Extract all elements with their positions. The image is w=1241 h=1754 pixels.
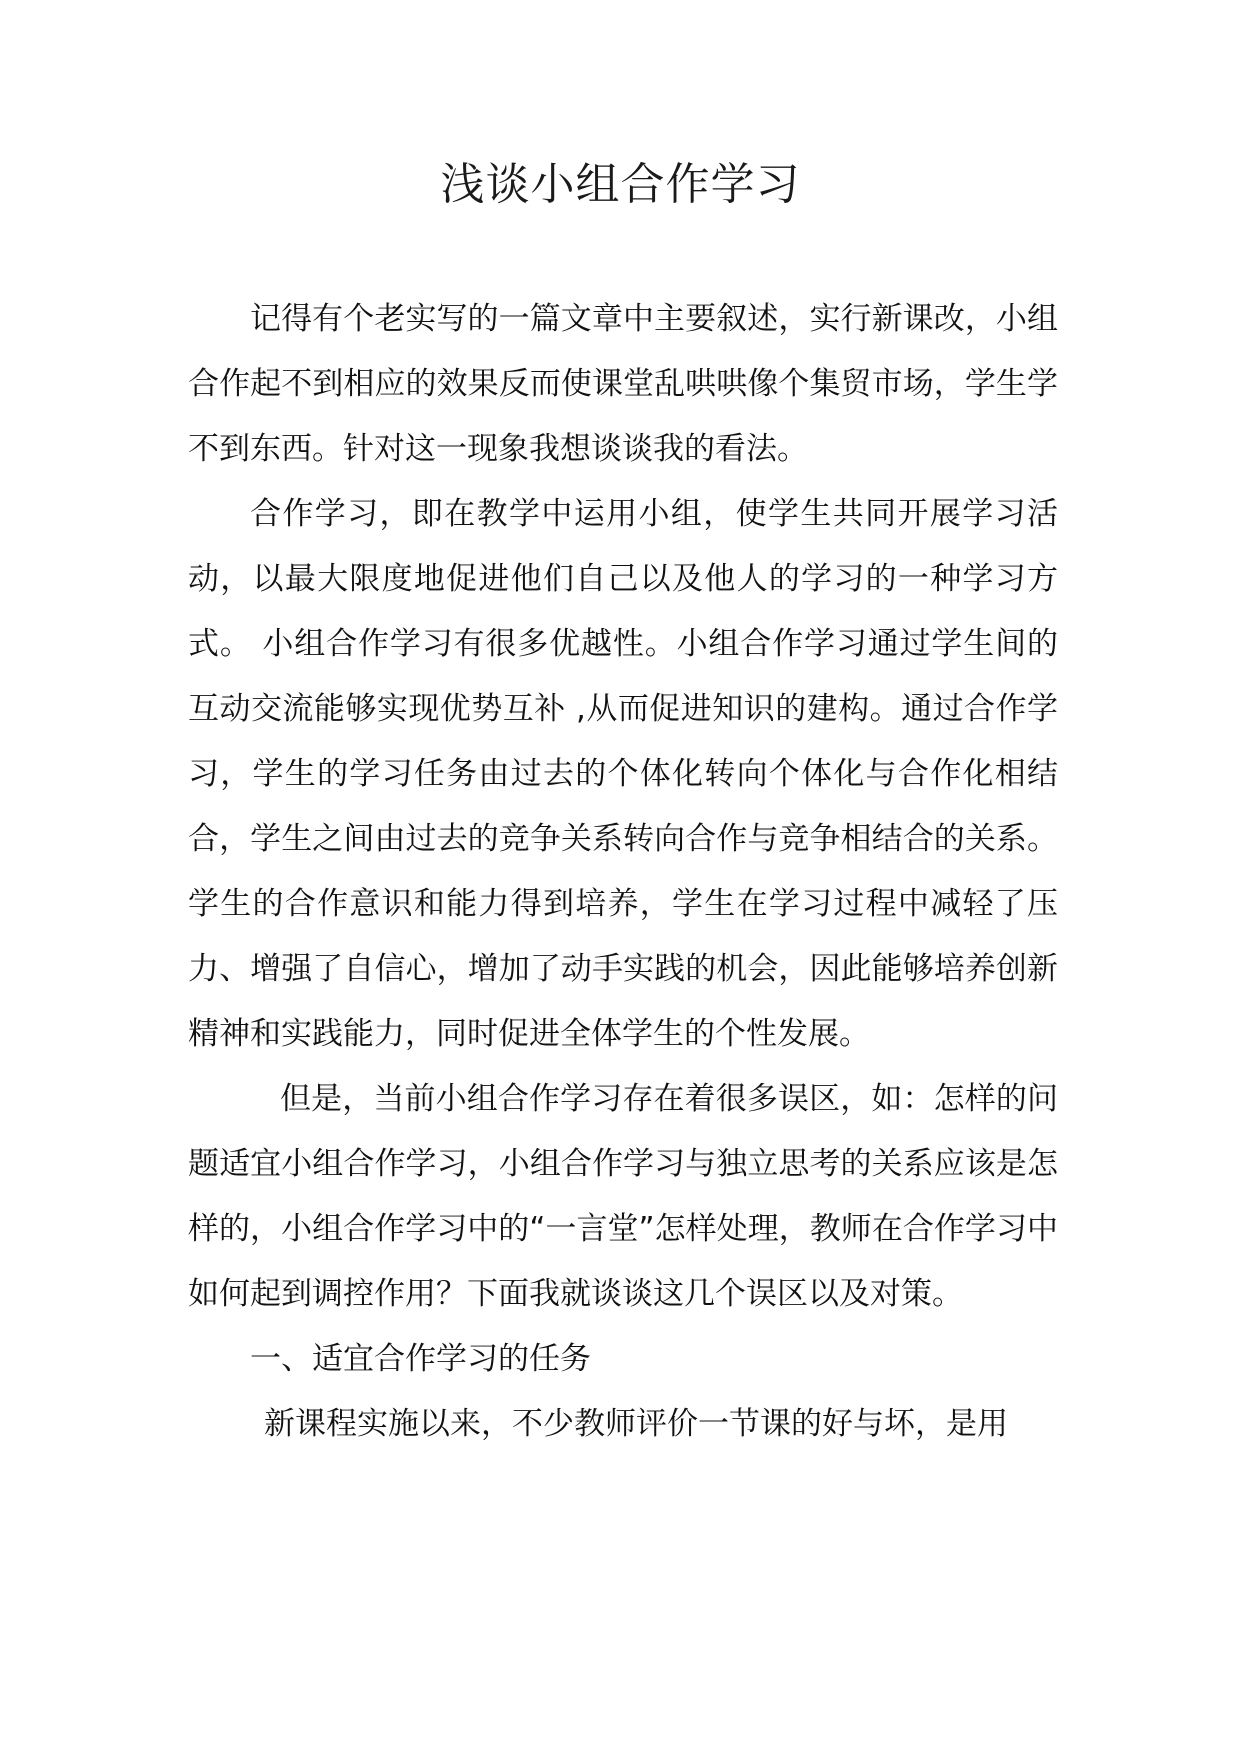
document-title: 浅谈小组合作学习 [440, 159, 801, 210]
document-body [188, 287, 1058, 1457]
paragraph-definition: 合作学习，即在教学中运用小组，使学生共同开展学习活动，以最大限度地促进他们自己以及他人的学习的一种学习方式。 小组合作学习有很多优越性。小组合作学习通过学生间的互动交流能够实现优势互补 ,从而促进知识的建构。通过合作学习，学生的学习任务由过去的个体化转向个体化与合作化相结合，学生之间由过去的竞争关系转向合作与竞争相结合的关系。学生的合作意识和能力得到培养，学生在学习过程中减轻了压力、增强了自信心，增加了动手实践的机会，因此能够培养创新精神和实践能力，同时促进全体学生的个性发展。 [188, 496, 1058, 1052]
section-heading-1: 一、适宜合作学习的任务 [250, 1341, 591, 1377]
paragraph-intro: 记得有个老实写的一篇文章中主要叙述，实行新课改，小组合作起不到相应的效果反而使课堂乱哄哄像个集贸市场，学生学不到东西。针对这一现象我想谈谈我的看法。 [188, 301, 1058, 467]
paragraph-misconceptions: 但是，当前小组合作学习存在着很多误区，如：怎样的问题适宜小组合作学习，小组合作学习与独立思考的关系应该是怎样的，小组合作学习中的“一言堂”怎样处理，教师在合作学习中如何起到调控作用？下面我就谈谈这几个误区以及对策。 [188, 1081, 1058, 1312]
paragraph-section-1: 新课程实施以来，不少教师评价一节课的好与坏，是用 [264, 1406, 1008, 1442]
